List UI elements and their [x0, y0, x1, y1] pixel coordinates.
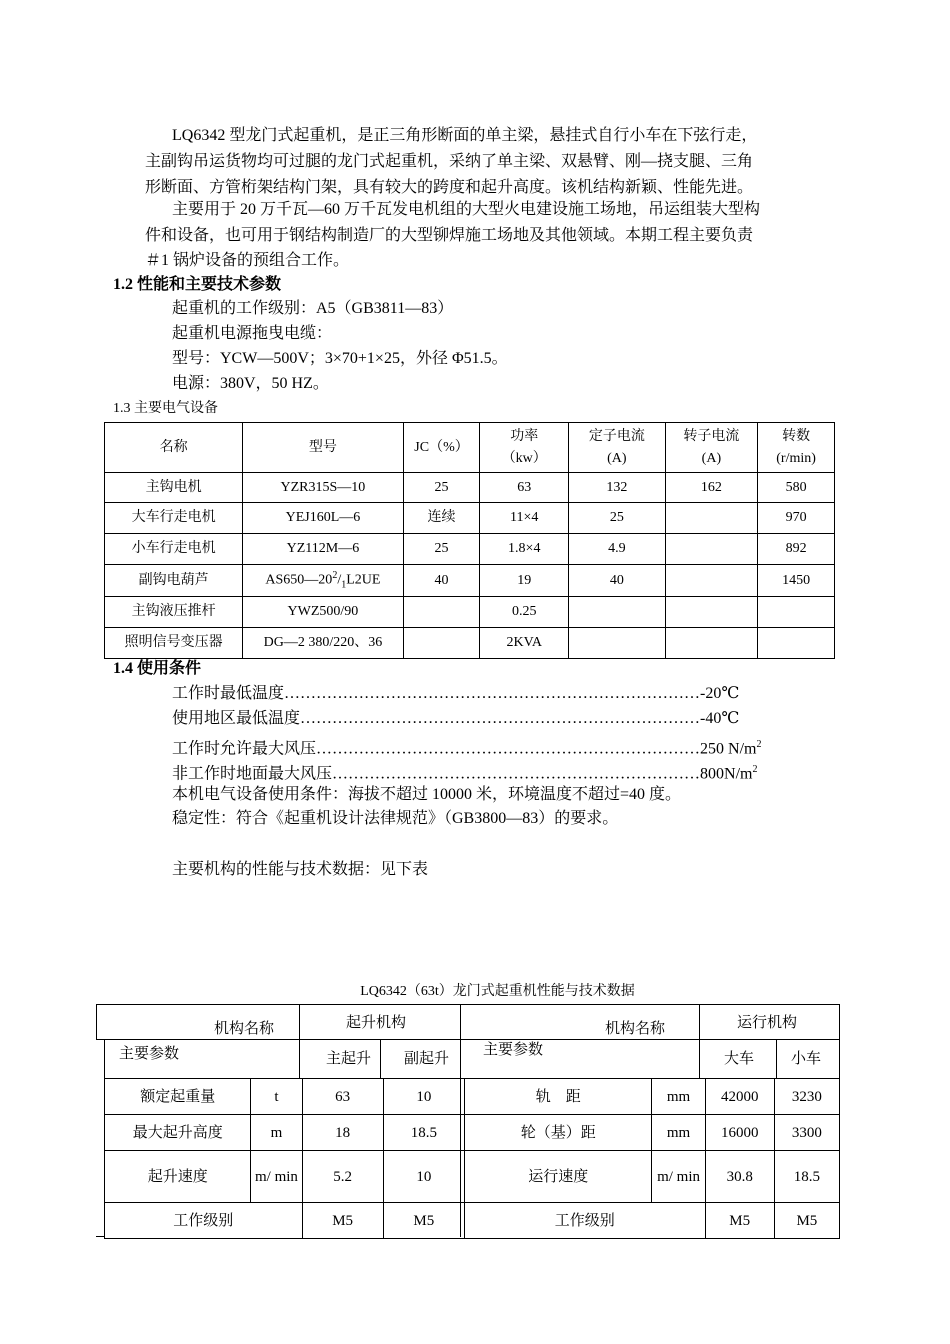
table-cell: 起升速度: [105, 1151, 251, 1203]
electrical-condition-line: 本机电气设备使用条件：海拔不超过 10000 米，环境温度不超过=40 度。: [172, 786, 682, 803]
table-cell: 580: [758, 473, 835, 503]
table-cell: mm: [652, 1115, 705, 1151]
main-lift-label: 主起升: [326, 1051, 372, 1067]
table2-header-frame: [96, 1004, 840, 1040]
condition-dots: ………………………………………………………………: [316, 740, 701, 758]
intro-para2-line2: 件和设备，也可用于钢结构制造厂的大型铆焊施工场地及其他领域。本期工程主要负责: [145, 227, 754, 244]
intro-para1-line3: 形断面、方管桁架结构门架，具有较大的跨度和起升高度。该机结构新颖、性能先进。: [145, 179, 754, 196]
table-cell: M5: [383, 1203, 464, 1239]
table-cell: 42000: [705, 1079, 774, 1115]
table-cell: 19: [480, 565, 569, 597]
intro-para2-line1: 主要用于 20 万千瓦—60 万千瓦发电机组的大型火电建设施工场地，吊运组装大型构: [172, 201, 761, 218]
table-cell: 18.5: [774, 1151, 839, 1203]
table-cell: 63: [302, 1079, 383, 1115]
table-cell: 副钩电葫芦: [105, 565, 243, 597]
table-cell: 0.25: [480, 597, 569, 628]
condition-value: -40℃: [700, 710, 740, 727]
table-cell: 63: [480, 473, 569, 503]
header-line: (A): [607, 450, 627, 466]
section-1-2-line: 电源：380V，50 HZ。: [172, 375, 329, 392]
header-line: 定子电流: [588, 428, 645, 444]
table-cell: 11×4: [480, 503, 569, 534]
header-cell: 名称: [105, 423, 243, 473]
section-1-2-line: 型号：YCW—500V；3×70+1×25，外径 Φ51.5。: [172, 350, 508, 367]
header-line: 功率: [510, 428, 539, 444]
mech-name-label-right: 机构名称: [605, 1021, 666, 1037]
table-cell: YWZ500/90: [243, 597, 403, 628]
table-cell: 892: [758, 534, 835, 565]
table-line: [96, 1236, 104, 1237]
table-line: [699, 1004, 700, 1078]
model-text: AS650—20: [265, 572, 333, 588]
condition-value: 250 N/m: [700, 740, 757, 758]
unit-superscript: 2: [756, 739, 762, 750]
table-cell: 轮（基）距: [464, 1115, 652, 1151]
section-1-2-heading: 1.2 性能和主要技术参数: [113, 276, 282, 293]
header-line: （kw）: [501, 450, 547, 466]
section-1-2-line: 起重机的工作级别：A5（GB3811—83）: [172, 300, 454, 317]
condition-label: 使用地区最低温度: [172, 710, 301, 727]
table-cell: 3230: [774, 1079, 839, 1115]
table-cell: M5: [705, 1203, 774, 1239]
table-line: [299, 1004, 300, 1078]
table-row: [105, 1203, 840, 1239]
section-1-2-line: 起重机电源拖曳电缆：: [172, 325, 333, 342]
table-cell: 10: [383, 1079, 464, 1115]
table-cell: 主钩电机: [105, 473, 243, 503]
table-cell: $AS650—20^2/_1L2UE$: [243, 565, 403, 597]
condition-dots: ……………………………………………………………………: [284, 685, 701, 702]
table-cell: 轨 距: [464, 1079, 652, 1115]
table-cell: DG—2 380/220、36: [243, 628, 403, 659]
table-cell: 18.5: [383, 1115, 464, 1151]
condition-value: -20℃: [700, 685, 740, 702]
condition-dots: ……………………………………………………………: [332, 765, 701, 783]
condition-dots: …………………………………………………………………: [300, 710, 701, 727]
table-cell: 运行速度: [464, 1151, 652, 1203]
table-row: [105, 1079, 840, 1115]
table-cell: 照明信号变压器: [105, 628, 243, 659]
table-cell: mm: [652, 1079, 705, 1115]
table-cell: 大车行走电机: [105, 503, 243, 534]
table-cell: 小车行走电机: [105, 534, 243, 565]
table-cell: m: [251, 1115, 302, 1151]
header-line: (r/min): [776, 450, 816, 466]
table-cell: 连续: [403, 503, 480, 534]
table-cell: m/ min: [652, 1151, 705, 1203]
header-cell: JC（%）: [403, 423, 480, 473]
stability-line: 稳定性：符合《起重机设计法律规范》（GB3800—83）的要求。: [172, 810, 619, 827]
performance-data-rows: [104, 1078, 840, 1239]
table-cell: 25: [569, 503, 666, 534]
table-cell: M5: [302, 1203, 383, 1239]
header-cell: 型号: [243, 423, 403, 473]
small-car-label: 小车: [791, 1051, 822, 1067]
table-cell: m/ min: [251, 1151, 302, 1203]
intro-para1-line2: 主副钩吊运货物均可过腿的龙门式起重机，采纳了单主梁、双悬臂、刚—挠支腿、三角: [145, 153, 754, 170]
table-cell: 40: [403, 565, 480, 597]
big-car-label: 大车: [724, 1051, 755, 1067]
table-row: [105, 1151, 840, 1203]
table-cell: 最大起升高度: [105, 1115, 251, 1151]
condition-value: 800N/m: [700, 765, 753, 783]
mech-name-label-left: 机构名称: [214, 1021, 275, 1037]
header-line: (A): [701, 450, 722, 466]
table-cell: 主钩液压推杆: [105, 597, 243, 628]
intro-para1-line1: LQ6342 型龙门式起重机，是正三角形断面的单主梁，悬挂式自行小车在下弦行走，: [172, 127, 758, 144]
section-1-3-heading: 1.3 主要电气设备: [113, 401, 218, 416]
main-params-label-right: 主要参数: [483, 1042, 544, 1058]
table-cell: 5.2: [302, 1151, 383, 1203]
table-cell: 工作级别: [464, 1203, 705, 1239]
model-subscript: 1: [341, 579, 347, 591]
table-cell: YZR315S—10: [243, 473, 403, 503]
table-cell: 25: [403, 534, 480, 565]
section-1-4-heading: 1.4 使用条件: [113, 660, 202, 677]
table-line: [380, 1040, 381, 1078]
table-cell: 4.9: [569, 534, 666, 565]
model-superscript: 2: [332, 570, 338, 581]
condition-label: 工作时最低温度: [172, 685, 285, 702]
table-cell: 40: [569, 565, 666, 597]
table-line: [776, 1040, 777, 1078]
model-tail: L2UE: [346, 572, 381, 588]
table-cell: 18: [302, 1115, 383, 1151]
table-row: [105, 1115, 840, 1151]
condition-label: 工作时允许最大风压: [172, 740, 317, 758]
table-cell: 25: [403, 473, 480, 503]
table-cell: YZ112M—6: [243, 534, 403, 565]
aux-lift-label: 副起升: [404, 1051, 450, 1067]
header-line: 转数: [782, 428, 811, 444]
header-line: 转子电流: [683, 428, 740, 444]
intro-para2-line3: ＃1 锅炉设备的预组合工作。: [145, 252, 350, 269]
condition-label: 非工作时地面最大风压: [172, 765, 333, 783]
table-cell: t: [251, 1079, 302, 1115]
table-cell: YEJ160L—6: [243, 503, 403, 534]
table-cell: 1.8×4: [480, 534, 569, 565]
table-cell: 10: [383, 1151, 464, 1203]
lift-mech-label: 起升机构: [346, 1015, 407, 1031]
table2-caption: LQ6342（63t）龙门式起重机性能与技术数据: [360, 984, 635, 999]
table-cell: 132: [569, 473, 666, 503]
table-cell: 30.8: [705, 1151, 774, 1203]
table-cell: 2KVA: [480, 628, 569, 659]
see-table-line: 主要机构的性能与技术数据：见下表: [172, 861, 429, 878]
travel-mech-label: 运行机构: [737, 1015, 798, 1031]
table-cell: 16000: [705, 1115, 774, 1151]
table-cell: 工作级别: [105, 1203, 303, 1239]
table-cell: M5: [774, 1203, 839, 1239]
table-cell: 3300: [774, 1115, 839, 1151]
table-cell: 970: [758, 503, 835, 534]
table-cell: 1450: [758, 565, 835, 597]
main-params-label-left: 主要参数: [119, 1046, 180, 1062]
table-cell: 162: [665, 473, 758, 503]
unit-superscript: 2: [752, 764, 758, 775]
table-cell: 额定起重量: [105, 1079, 251, 1115]
